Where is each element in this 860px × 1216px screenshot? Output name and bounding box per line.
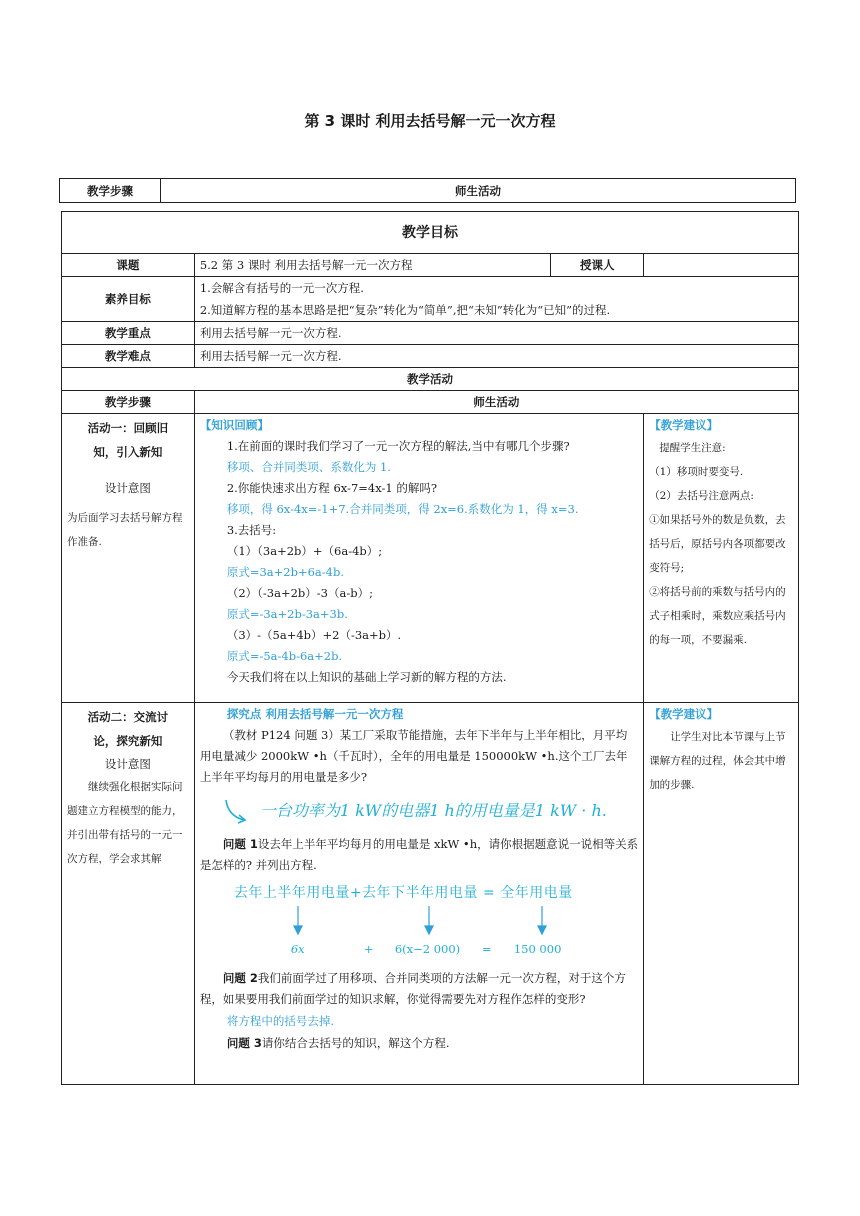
act1-line: （1）（3a+2b）+（6a-4b）; [226, 544, 383, 558]
act1-step-line2: 知，引入新知 [93, 445, 163, 459]
question-1 [200, 834, 638, 876]
literacy-goal-1: 1.会解含有括号的一元一次方程. [199, 281, 364, 295]
act2-design-text: 继续强化根据实际问题建立方程模型的能力，并引出带有括号的一元一次方程，学会求其解 [67, 781, 183, 865]
step-header: 教学步骤 [60, 179, 161, 203]
activities-step-header: 教学步骤 [62, 391, 195, 414]
act1-note-line-1: （1）移项时要变号. [649, 466, 744, 478]
act2-content-cell [194, 703, 643, 1085]
act1-line: 原式=-3a+2b-3a+3b. [226, 607, 348, 621]
focus-label: 教学重点 [62, 322, 195, 345]
difficulty-value: 利用去括号解一元一次方程. [194, 345, 798, 368]
question-3 [200, 1032, 638, 1054]
question-2-answer: 将方程中的括号去掉. [226, 1014, 334, 1028]
act2-note-text: 让学生对比本节课与上节课解方程的过程，体会其中增加的步骤. [649, 731, 786, 791]
eq-term-5: 150 000 [513, 942, 562, 956]
top-header-table [59, 178, 796, 203]
act1-line: （2）（-3a+2b）-3（a-b）; [226, 586, 373, 600]
act1-note-line-2: （2）去括号注意两点: [649, 490, 754, 502]
relation-arrows [230, 904, 560, 938]
act2-note-tag: 【教学建议】 [649, 707, 719, 721]
focus-value: 利用去括号解一元一次方程. [194, 322, 798, 345]
eq-term-2: + [363, 942, 374, 956]
act1-note-cell [644, 414, 799, 703]
act1-tag: 【知识回顾】 [199, 418, 269, 432]
act1-line: 2.你能快速求出方程 6x-7=4x-1 的解吗? [226, 481, 438, 495]
act1-line: （3）-（5a+4b）+2（-3a+b）. [226, 628, 402, 642]
act1-line: 今天我们将在以上知识的基础上学习新的解方程的方法. [226, 670, 507, 684]
act1-note-line-0: 提醒学生注意: [659, 442, 726, 454]
course-label: 课题 [62, 254, 195, 277]
act2-step-cell [62, 703, 195, 1085]
hand-arrow-icon [222, 798, 262, 828]
relation-diagram [200, 876, 638, 964]
literacy-cell [194, 277, 798, 322]
relation-text: 去年上半年用电量+去年下半年用电量 = 全年用电量 [233, 885, 573, 901]
question-2-label: 问题 2 [222, 971, 258, 985]
eq-term-3: 6(x−2 000) [394, 942, 461, 956]
act1-line: 原式=-5a-4b-6a+2b. [226, 649, 343, 663]
act1-note-tag: 【教学建议】 [649, 418, 719, 432]
question-2-text: 我们前面学过了用移项、合并同类项的方法解一元一次方程，对于这个方程，如果要用我们前面学过的知识求解，你觉得需要先对方程作怎样的变形? [199, 971, 626, 1006]
act1-content-cell [194, 414, 643, 703]
act1-line: 3.去括号: [226, 523, 277, 537]
literacy-goal-2: 2.知道解方程的基本思路是把“复杂”转化为“简单”,把“未知”转化为“已知”的过程. [199, 303, 611, 317]
lesson-table [61, 211, 799, 1085]
activity-header: 师生活动 [161, 179, 796, 203]
problem-text: （教材 P124 问题 3）某工厂采取节能措施，去年下半年与上半年相比，月平均用电量减少 2000kW •h（千瓦时），全年的用电量是 150000kW •h.这个工厂去年上半年平均每月的用电量是多少? [199, 728, 628, 784]
act2-note-cell [644, 703, 799, 1085]
act1-line: 移项、合并同类项、系数化为 1. [226, 460, 391, 474]
activities-activity-header: 师生活动 [194, 391, 798, 414]
act1-line: 1.在前面的课时我们学习了一元一次方程的解法,当中有哪几个步骤? [226, 439, 570, 453]
act1-note-line-4: ②将括号前的乘数与括号内的式子相乘时，乘数应乘括号内的每一项，不要漏乘. [649, 586, 786, 646]
act1-line: 移项，得 6x-4x=-1+7.合并同类项，得 2x=6.系数化为 1，得 x=3. [226, 502, 579, 516]
act1-design-label: 设计意图 [104, 481, 151, 495]
act1-note-line-3: ①如果括号外的数是负数，去括号后，原括号内各项都要改变符号; [649, 514, 786, 574]
activities-title: 教学活动 [62, 368, 799, 391]
difficulty-label: 教学难点 [62, 345, 195, 368]
question-3-label: 问题 3 [226, 1036, 262, 1050]
question-2 [200, 968, 638, 1010]
question-3-text: 请你结合去括号的知识，解这个方程. [261, 1036, 450, 1050]
handwritten-note [200, 792, 638, 834]
eq-term-4: = [481, 942, 492, 956]
act2-step-line1: 活动二：交流讨 [87, 710, 169, 724]
literacy-label: 素养目标 [62, 277, 195, 322]
course-value: 5.2 第 3 课时 利用去括号解一元一次方程 [194, 254, 550, 277]
act2-step-line2: 论，探究新知 [93, 734, 163, 748]
handwritten-text: 一台功率为1 kW的电器1 h的用电量是1 kW · h. [259, 801, 607, 820]
question-1-label: 问题 1 [222, 837, 258, 851]
act2-design-label: 设计意图 [104, 757, 151, 771]
explore-title: 探究点 利用去括号解一元一次方程 [226, 707, 404, 721]
act1-step-cell [62, 414, 195, 703]
teacher-label: 授课人 [551, 254, 644, 277]
act1-step-line1: 活动一：回顾旧 [87, 421, 169, 435]
act1-line: 原式=3a+2b+6a-4b. [226, 565, 344, 579]
teacher-value [644, 254, 799, 277]
act1-design-text: 为后面学习去括号解方程作准备. [67, 512, 183, 548]
eq-term-1: 6x [290, 942, 305, 956]
page-title: 第 3 课时 利用去括号解一元一次方程 [304, 112, 556, 130]
act1-lines [200, 436, 638, 688]
goal-title: 教学目标 [62, 212, 799, 254]
question-1-text: 设去年上半年平均每月的用电量是 xkW •h，请你根据题意说一说相等关系是怎样的? 并列出方程. [199, 837, 639, 872]
